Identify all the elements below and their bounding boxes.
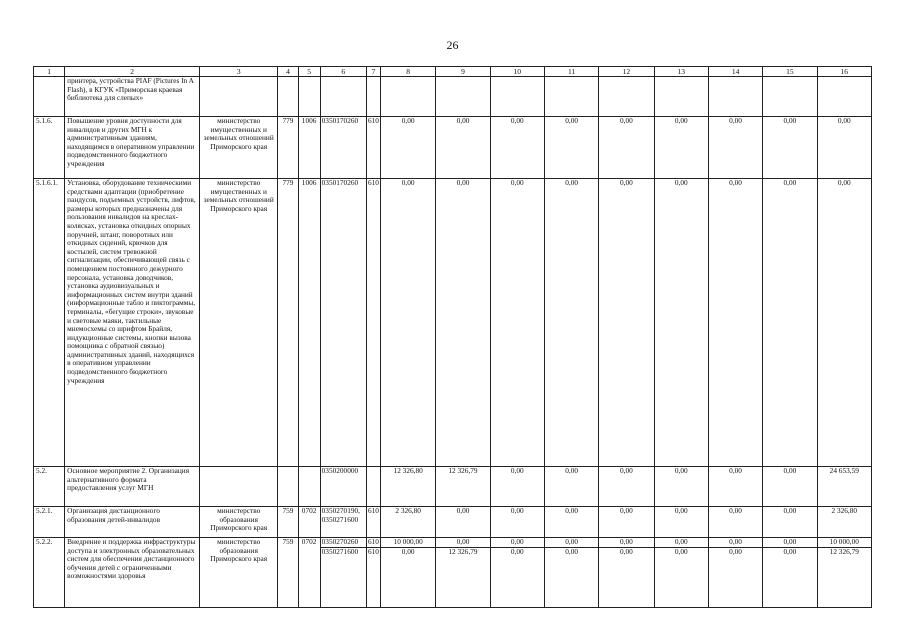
value-cell: 0,00 (599, 467, 654, 507)
value-cell (817, 77, 871, 117)
sub-line: 0,00 (565, 547, 578, 556)
value-cell: 0,00 (436, 117, 490, 179)
row-code-4: 759 (278, 507, 298, 538)
value-cell: 0,00 (763, 467, 817, 507)
column-header: 2 (65, 67, 200, 77)
sub-line: 0,00 (763, 538, 816, 548)
column-header: 9 (436, 67, 490, 77)
value-cell (381, 77, 436, 117)
value-cell (436, 538, 490, 608)
column-header: 14 (708, 67, 762, 77)
row-code-7: 610 (366, 507, 380, 538)
row-code-6 (320, 538, 366, 608)
table-row (34, 467, 872, 507)
sub-line: 0,00 (401, 547, 415, 556)
row-number: 5.1.6.1. (34, 179, 65, 467)
value-cell (544, 77, 598, 117)
value-cell (490, 77, 544, 117)
value-cell: 0,00 (654, 179, 708, 467)
column-header: 5 (298, 67, 320, 77)
sub-line: 0,00 (620, 547, 633, 556)
row-code-4 (278, 467, 298, 507)
value-cell: 24 653,59 (817, 467, 871, 507)
sub-line: 0,00 (655, 538, 708, 548)
sub-line: 0,00 (729, 547, 742, 556)
row-name: Установка, оборудование техническими средствами адаптации (приобретение пандусов, подъемных устройств, лифтов, размеры которых предназначены для пользования инвалидов на креслах-колясках, установка откидных опорных поручней, штанг, поворотных или откидных сидений, крючков для костылей, систем тревожной сигнализации, обеспечивающей связь с помещением постоянного дежурного персонала, установка доводчиков, установка аудиовизуальных и информационных систем внутри зданий (информационные табло и пиктограммы, терминалы, «бегущие строки», звуковые и световые маяки, тактильные мнемосхемы со шрифтом Брайля, индукционные системы, кнопки вызова помощника с обратной связью) административных зданий, находящихся в оперативном управлении подведомственного бюджетного учреждения (65, 179, 200, 467)
row-code-6: 0350200000 (320, 467, 366, 507)
sub-line: 0,00 (491, 538, 544, 548)
sub-line: 0,00 (674, 547, 688, 556)
value-cell (436, 77, 490, 117)
value-cell: 0,00 (490, 179, 544, 467)
value-cell: 0,00 (490, 117, 544, 179)
row-code-6: 0350170260 (320, 179, 366, 467)
column-header: 4 (278, 67, 298, 77)
value-cell (817, 538, 871, 608)
row-code-4: 779 (278, 117, 298, 179)
value-cell: 0,00 (381, 179, 436, 467)
row-code-6: 0350270190, 0350271600 (320, 507, 366, 538)
column-header: 15 (763, 67, 817, 77)
budget-table (33, 66, 872, 608)
column-header: 10 (490, 67, 544, 77)
value-cell: 0,00 (544, 117, 598, 179)
row-code-5: 1006 (298, 179, 320, 467)
value-cell (654, 538, 708, 608)
value-cell: 0,00 (544, 467, 598, 507)
value-cell (599, 538, 654, 608)
row-number: 5.2.1. (34, 507, 65, 538)
row-code-6: 0350170260 (320, 117, 366, 179)
value-cell: 0,00 (544, 507, 598, 538)
row-code-6 (320, 77, 366, 117)
value-cell (654, 77, 708, 117)
value-cell (708, 77, 762, 117)
sub-line: 0,00 (545, 538, 598, 548)
table-row (34, 507, 872, 538)
value-cell (708, 538, 762, 608)
value-cell: 0,00 (708, 507, 762, 538)
row-code-7: 610 (366, 179, 380, 467)
table-row (34, 179, 872, 467)
value-cell (381, 538, 436, 608)
row-organization: министерство образования Приморского края (199, 507, 277, 538)
value-cell: 2 326,80 (817, 507, 871, 538)
row-name: принтера, устройства PIAF (Pictures In A Flash), в КГУК «Приморская краевая библиотека для слепых» (65, 77, 200, 117)
value-cell: 0,00 (490, 467, 544, 507)
row-code-7 (366, 77, 380, 117)
value-cell: 0,00 (599, 117, 654, 179)
value-cell: 0,00 (544, 179, 598, 467)
row-code-5: 0702 (298, 538, 320, 608)
sub-line: 0350271600 (321, 547, 359, 556)
row-code-7 (366, 467, 380, 507)
value-cell: 12 326,79 (436, 467, 490, 507)
sub-line: 12 326,79 (829, 547, 859, 556)
sub-line: 0,00 (599, 538, 653, 548)
row-code-7: 610 (366, 117, 380, 179)
value-cell (544, 538, 598, 608)
row-code-4: 759 (278, 538, 298, 608)
value-cell: 0,00 (708, 467, 762, 507)
sub-line: 10 000,00 (381, 538, 435, 548)
value-cell: 0,00 (599, 179, 654, 467)
sub-line: 0,00 (709, 538, 762, 548)
table-row (34, 77, 872, 117)
row-organization: министерство имущественных и земельных отношений Приморского края (199, 117, 277, 179)
row-organization (199, 467, 277, 507)
sub-line: 0,00 (783, 547, 797, 556)
column-header: 7 (366, 67, 380, 77)
column-header: 6 (320, 67, 366, 77)
row-code-5: 0702 (298, 507, 320, 538)
value-cell: 0,00 (708, 179, 762, 467)
value-cell: 12 326,80 (381, 467, 436, 507)
column-header: 13 (654, 67, 708, 77)
row-organization (199, 77, 277, 117)
column-header: 1 (34, 67, 65, 77)
table-row (34, 538, 872, 608)
value-cell (490, 538, 544, 608)
sub-line: 610 (367, 547, 379, 556)
value-cell: 0,00 (599, 507, 654, 538)
row-number: 5.2. (34, 467, 65, 507)
column-header: 12 (599, 67, 654, 77)
row-code-7 (366, 538, 380, 608)
sub-line: 0350270260 (321, 538, 366, 548)
row-name: Основное мероприятие 2. Организация альтернативного формата предоставления услуг МГН (65, 467, 200, 507)
row-organization: министерство имущественных и земельных отношений Приморского края (199, 179, 277, 467)
value-cell: 0,00 (763, 179, 817, 467)
row-name: Внедрение и поддержка инфраструктуры доступа и электронных образовательных систем для обеспечения дистанционного обучения детей с ограниченными возможностями здоровья (65, 538, 200, 608)
table-row (34, 117, 872, 179)
value-cell: 0,00 (817, 179, 871, 467)
value-cell (599, 77, 654, 117)
value-cell: 0,00 (654, 467, 708, 507)
page-number: 26 (446, 38, 459, 52)
row-code-5 (298, 467, 320, 507)
column-header: 16 (817, 67, 871, 77)
value-cell: 0,00 (436, 507, 490, 538)
row-code-5: 1006 (298, 117, 320, 179)
row-name: Организация дистанционного образования детей-инвалидов (65, 507, 200, 538)
row-number: 5.1.6. (34, 117, 65, 179)
row-name: Повышение уровня доступности для инвалидов и других МГН к административным зданиям, находящимся в оперативном управлении подведомственного бюджетного учреждения (65, 117, 200, 179)
sub-line: 0,00 (510, 547, 524, 556)
value-cell: 0,00 (708, 117, 762, 179)
sub-line: 610 (367, 537, 379, 546)
value-cell: 0,00 (490, 507, 544, 538)
row-organization: министерство образования Приморского края (199, 538, 277, 608)
value-cell: 2 326,80 (381, 507, 436, 538)
value-cell: 0,00 (763, 117, 817, 179)
value-cell: 0,00 (436, 179, 490, 467)
row-number: 5.2.2. (34, 538, 65, 608)
column-header: 8 (381, 67, 436, 77)
column-header: 11 (544, 67, 598, 77)
row-code-4 (278, 77, 298, 117)
value-cell: 0,00 (654, 507, 708, 538)
row-number (34, 77, 65, 117)
sub-line: 10 000,00 (818, 538, 871, 548)
value-cell: 0,00 (654, 117, 708, 179)
value-cell: 0,00 (763, 507, 817, 538)
value-cell (763, 538, 817, 608)
row-code-5 (298, 77, 320, 117)
sub-line: 12 326,79 (448, 547, 478, 556)
column-header: 3 (199, 67, 277, 77)
sub-line: 0,00 (436, 538, 489, 548)
value-cell (763, 77, 817, 117)
row-code-4: 779 (278, 179, 298, 467)
header-row (34, 67, 872, 77)
value-cell: 0,00 (381, 117, 436, 179)
value-cell: 0,00 (817, 117, 871, 179)
